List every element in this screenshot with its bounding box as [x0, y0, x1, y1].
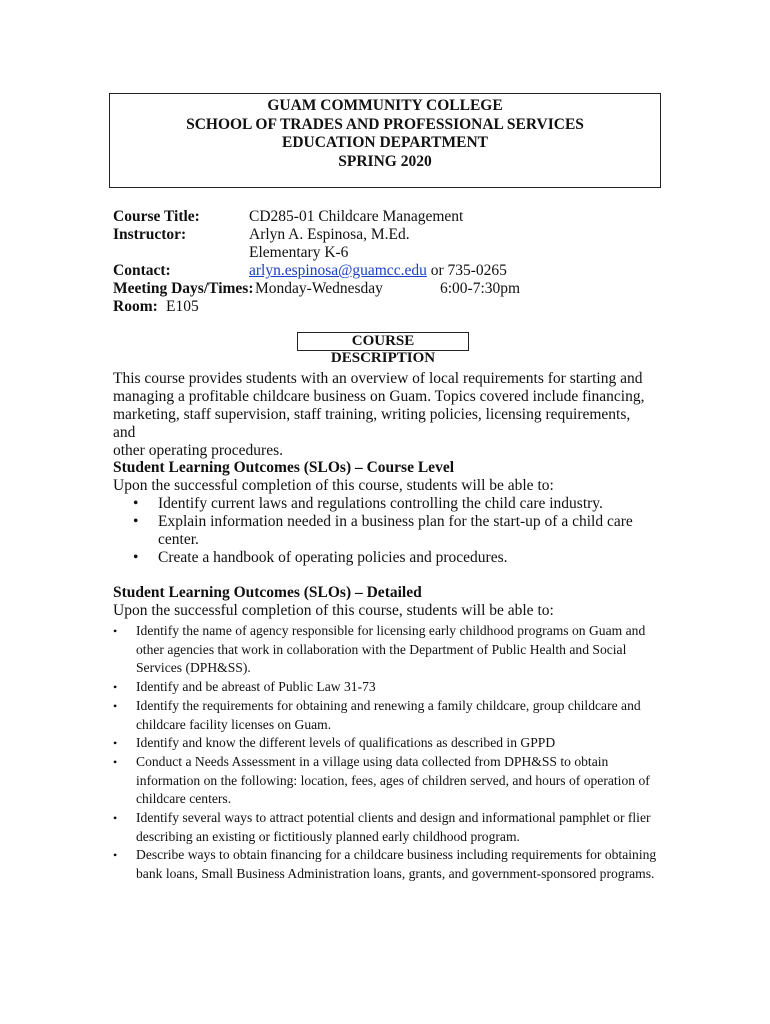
instructor-specialty: Elementary K-6 [249, 244, 349, 261]
meeting-days: Monday-Wednesday [255, 280, 383, 297]
meeting-time: 6:00-7:30pm [440, 280, 521, 297]
department-name: EDUCATION DEPARTMENT [282, 134, 488, 151]
bullet-icon: • [113, 680, 118, 695]
description-line: managing a profitable childcare business on Guam. Topics covered include financing, [113, 388, 645, 405]
bullet-icon: • [113, 624, 118, 638]
slo-detailed-intro: Upon the successful completion of this course, students will be able to: [113, 602, 554, 619]
bullet-icon: • [133, 495, 139, 512]
header-box [109, 93, 661, 188]
bullet-icon: • [113, 754, 118, 769]
course-description-text [113, 370, 653, 460]
course-title-value: CD285-01 Childcare Management [249, 208, 464, 225]
college-name: GUAM COMMUNITY COLLEGE [267, 97, 503, 114]
meeting-label: Meeting Days/Times: [113, 280, 254, 297]
list-item: • Identify and know the different levels of qualifications as described in GPPD [113, 734, 658, 753]
list-item: • Identify several ways to attract potential clients and design and informational pamphlet or flier describing an existing or fictitiously planned early childhood program. [113, 810, 651, 844]
description-line: other operating procedures. [113, 442, 284, 459]
bullet-icon: • [113, 736, 118, 751]
list-item: • Explain information needed in a business plan for the start-up of a child care center. [133, 513, 633, 548]
list-item: • Identify the name of agency responsible for licensing early childhood programs on Guam and other agencies that work in collaboration with the Department of Public Health and Social Services (DPH&SS). [113, 623, 646, 676]
list-item: • Identify and be abreast of Public Law 31-73 [113, 678, 658, 697]
course-title-label: Course Title: [113, 208, 200, 225]
slo-course-intro: Upon the successful completion of this course, students will be able to: [113, 477, 554, 494]
slo-course-list [113, 495, 653, 567]
contact-row [113, 262, 673, 280]
room-row [113, 298, 673, 316]
bullet-icon: • [113, 698, 118, 713]
term: SPRING 2020 [338, 152, 432, 170]
instructor-row [113, 226, 673, 244]
slo-detailed-list [113, 622, 658, 884]
instructor-label: Instructor: [113, 226, 187, 243]
description-line: This course provides students with an overview of local requirements for starting and [113, 370, 643, 387]
room-value: E105 [166, 298, 199, 315]
instructor-sub-row [113, 244, 673, 262]
course-info [113, 208, 673, 316]
meeting-row [113, 280, 673, 298]
list-item: • Identify the requirements for obtaining and renewing a family childcare, group childcare and childcare facility licenses on Guam. [113, 697, 641, 732]
room-label: Room: [113, 298, 158, 315]
slo-course-heading: Student Learning Outcomes (SLOs) – Course Level [113, 459, 454, 476]
bullet-icon: • [113, 848, 118, 863]
list-item: • Identify current laws and regulations controlling the child care industry. [133, 495, 603, 512]
bullet-icon: • [133, 549, 139, 566]
school-name: SCHOOL OF TRADES AND PROFESSIONAL SERVICES [186, 115, 584, 133]
bullet-icon: • [113, 811, 118, 826]
description-line: marketing, staff supervision, staff training, writing policies, licensing requirements, and [113, 406, 631, 441]
list-item: • Conduct a Needs Assessment in a village using data collected from DPH&SS to obtain information on the following: location, fees, ages of children served, and hours of operation of childcare centers. [113, 753, 650, 807]
contact-email-link[interactable]: arlyn.espinosa@guamcc.edu [249, 262, 427, 279]
bullet-icon: • [133, 513, 139, 530]
contact-label: Contact: [113, 262, 171, 279]
contact-value [249, 262, 507, 280]
course-description-title: COURSE DESCRIPTION [297, 332, 469, 351]
contact-phone: or 735-0265 [426, 262, 507, 279]
instructor-name: Arlyn A. Espinosa, M.Ed. [249, 226, 410, 243]
slo-detailed-heading: Student Learning Outcomes (SLOs) – Detailed [113, 584, 422, 601]
course-title-row [113, 208, 673, 226]
list-item: • Describe ways to obtain financing for a childcare business including requirements for obtaining bank loans, Small Business Administration loans, grants, and government-sponsored programs. [113, 847, 657, 882]
list-item: • Create a handbook of operating policies and procedures. [133, 549, 508, 566]
